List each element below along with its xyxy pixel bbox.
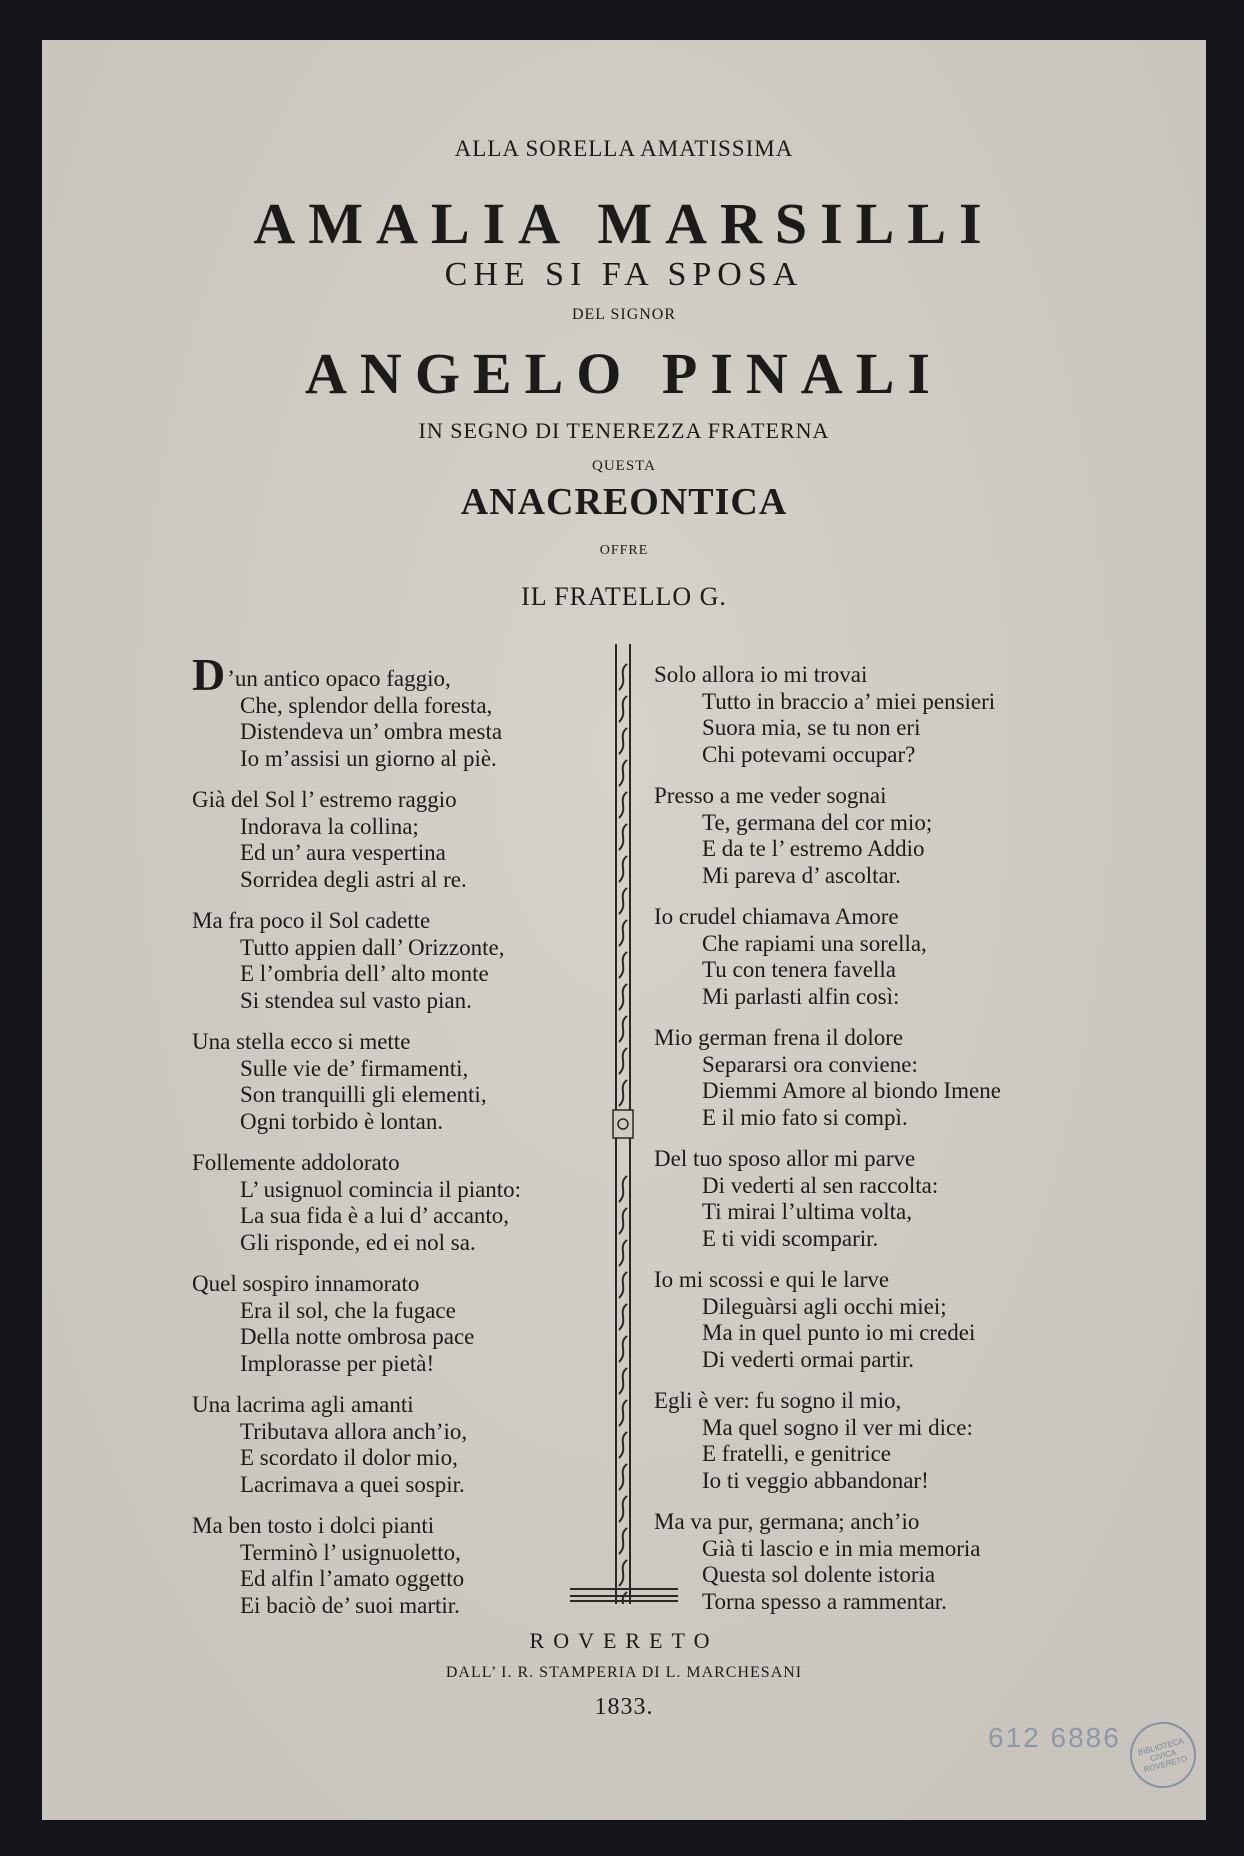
broadside-sheet [42, 40, 1206, 1820]
verse-line: Della notte ombrosa pace [240, 1324, 475, 1349]
stanza [192, 1150, 632, 1256]
divider-flourish [619, 1304, 627, 1330]
stanza [654, 662, 1114, 768]
verse-text: ’un antico opaco faggio, [227, 666, 451, 691]
verse-line: Diemmi Amore al biondo Imene [702, 1078, 1001, 1103]
divider-flourish [619, 824, 627, 850]
stanza [654, 904, 1114, 1010]
divider-flourish [619, 1080, 627, 1106]
divider-flourish [619, 760, 627, 786]
verse-line: Del tuo sposo allor mi parve [654, 1146, 916, 1171]
verse-line: Separarsi ora conviene: [702, 1051, 918, 1077]
divider-flourish [619, 1496, 627, 1522]
divider-flourish [619, 728, 627, 754]
ornamental-divider [607, 644, 639, 1604]
stanza [654, 1509, 1114, 1615]
verse-line: Ei baciò de’ suoi martir. [240, 1592, 460, 1618]
divider-flourish [619, 1272, 627, 1298]
dedication-line: ALLA SORELLA AMATISSIMA [454, 136, 794, 161]
questa-line: QUESTA [592, 458, 656, 474]
verse-line: Già del Sol l’ estremo raggio [192, 787, 457, 812]
verse-line: Implorasse per pietà! [240, 1350, 435, 1376]
divider-flourish [619, 920, 627, 946]
groom-name: ANGELO PINALI [305, 341, 943, 406]
stanza [192, 1392, 632, 1498]
verse-line: Ma fra poco il Sol cadette [192, 908, 431, 933]
verse-line: Ogni torbido è lontan. [240, 1108, 444, 1134]
poem-right-column [654, 662, 1114, 1630]
divider-flourish [619, 1560, 627, 1586]
divider-flourish [619, 1592, 627, 1604]
poem-left-column [192, 649, 632, 1634]
library-shelfmark: 612 6886 [988, 1722, 1121, 1753]
verse-line: Che, splendor della foresta, [240, 692, 493, 718]
verse-line: Indorava la collina; [240, 813, 419, 839]
verse-line: Mio german frena il dolore [654, 1025, 904, 1050]
verse-line: Lacrimava a quei sospir. [240, 1471, 465, 1497]
verse-line: Una stella ecco si mette [192, 1029, 411, 1054]
verse-line: Era il sol, che la fugace [240, 1297, 456, 1323]
stanza [654, 1267, 1114, 1373]
divider-flourish [619, 1464, 627, 1490]
rule-bottom [570, 1600, 678, 1602]
verse-line: Io m’assisi un giorno al piè. [240, 745, 497, 771]
divider-flourish [619, 984, 627, 1010]
divider-flourish [619, 856, 627, 882]
verse-line: Dileguàrsi agli occhi miei; [702, 1293, 947, 1319]
offre-line: OFFRE [599, 543, 649, 558]
verse-line: Terminò l’ usignuoletto, [240, 1539, 461, 1565]
verse-line: Te, germana del cor mio; [702, 809, 933, 835]
verse-line: Già ti lascio e in mia memoria [702, 1535, 981, 1561]
divider-flourish [619, 952, 627, 978]
verse-line: Follemente addolorato [192, 1150, 400, 1175]
verse-line: Son tranquilli gli elementi, [240, 1082, 487, 1107]
stanza [192, 908, 632, 1014]
imprint-printer: DALL’ I. R. STAMPERIA DI L. MARCHESANI [445, 1664, 803, 1681]
verse-line: Questa sol dolente istoria [702, 1562, 936, 1587]
author-line: IL FRATELLO G. [521, 582, 727, 611]
verse-line: Di vederti al sen raccolta: [702, 1172, 939, 1198]
stanza [192, 1029, 632, 1135]
verse-line: Sulle vie de’ firmamenti, [240, 1055, 469, 1081]
verse-line: Chi potevami occupar? [702, 741, 916, 767]
divider-flourish [619, 1400, 627, 1426]
verse-line: Ma in quel punto io mi credei [702, 1320, 976, 1345]
divider-flourish [619, 1048, 627, 1074]
imprint-year: 1833. [594, 1694, 654, 1720]
divider-flourish [619, 1240, 627, 1266]
verse-line [192, 649, 632, 700]
verse-line: Egli è ver: fu sogno il mio, [654, 1388, 902, 1413]
verse-line: Suora mia, se tu non eri [702, 715, 921, 740]
drop-cap: D [192, 649, 226, 700]
verse-line: Di vederti ormai partir. [702, 1346, 915, 1372]
divider-flourish [619, 1208, 627, 1234]
verse-line: Ti mirai l’ultima volta, [702, 1199, 912, 1224]
verse-line: E scordato il dolor mio, [240, 1445, 458, 1470]
verse-line: Mi parlasti alfin così: [702, 983, 900, 1009]
divider-flourish [619, 664, 627, 690]
verse-line: Tutto in braccio a’ miei pensieri [702, 688, 996, 714]
verse-line: Si stendea sul vasto pian. [240, 987, 472, 1013]
bride-name: AMALIA MARSILLI [253, 191, 995, 256]
verse-line: Solo allora io mi trovai [654, 662, 868, 687]
del-signor-line: DEL SIGNOR [571, 306, 677, 323]
verse-line: La sua fida è a lui d’ accanto, [240, 1203, 510, 1228]
verse-line: Sorridea degli astri al re. [240, 866, 467, 892]
verse-line: Io ti veggio abbandonar! [702, 1467, 929, 1493]
verse-line: E ti vidi scomparir. [702, 1225, 879, 1251]
verse-line: E da te l’ estremo Addio [702, 836, 925, 861]
verse-line: Gli risponde, ed ei nol sa. [240, 1229, 476, 1255]
verse-line: Mi pareva d’ ascoltar. [702, 862, 901, 888]
stanza [192, 787, 632, 893]
verse-line: L’ usignuol comincia il pianto: [240, 1176, 522, 1202]
verse-line: Tributava allora anch’io, [240, 1418, 468, 1444]
divider-flourish [619, 1176, 627, 1202]
verse-line: Ed alfin l’amato oggetto [240, 1566, 465, 1591]
stanza [654, 1025, 1114, 1131]
verse-line: Ed un’ aura vespertina [240, 840, 446, 865]
rule-top [570, 1588, 678, 1590]
divider-flourish [619, 1432, 627, 1458]
verse-line: Tu con tenera favella [702, 957, 896, 982]
divider-flourish [619, 1336, 627, 1362]
divider-flourish [619, 888, 627, 914]
tenderness-line: IN SEGNO DI TENEREZZA FRATERNA [418, 418, 830, 443]
verse-line: Distendeva un’ ombra mesta [240, 719, 503, 744]
verse-line: Torna spesso a rammentar. [702, 1588, 947, 1614]
verse-line: Una lacrima agli amanti [192, 1392, 414, 1417]
divider-flourish [619, 1016, 627, 1042]
stanza [654, 1388, 1114, 1494]
divider-flourish [619, 1368, 627, 1394]
verse-line: Ma va pur, germana; anch’io [654, 1509, 920, 1534]
verse-line: Ma ben tosto i dolci pianti [192, 1513, 435, 1538]
stanza [192, 649, 632, 772]
verse-line: Io crudel chiamava Amore [654, 904, 899, 929]
divider-flourish [619, 696, 627, 722]
verse-line: Ma quel sogno il ver mi dice: [702, 1414, 973, 1440]
divider-flourish [619, 1528, 627, 1554]
stanza [654, 783, 1114, 889]
verse-line: Tutto appien dall’ Orizzonte, [240, 934, 505, 960]
verse-line: Io mi scossi e qui le larve [654, 1267, 890, 1292]
stanza [654, 1146, 1114, 1252]
verse-line: E l’ombria dell’ alto monte [240, 961, 489, 986]
poem-genre-title: ANACREONTICA [460, 481, 788, 523]
library-stamp: BIBLIOTECA CIVICA ROVERETO [1123, 1715, 1204, 1796]
verse-line: E il mio fato si compì. [702, 1104, 908, 1130]
verse-line: Quel sospiro innamorato [192, 1271, 420, 1296]
rule-middle [570, 1595, 678, 1597]
verse-line: E fratelli, e genitrice [702, 1441, 892, 1466]
occasion-line: CHE SI FA SPOSA [444, 256, 804, 293]
imprint-city: ROVERETO [529, 1628, 719, 1653]
stanza [192, 1271, 632, 1377]
stanza [192, 1513, 632, 1619]
divider-flourish [619, 792, 627, 818]
verse-line: Che rapiami una sorella, [702, 930, 927, 956]
verse-line: Presso a me veder sognai [654, 783, 887, 808]
